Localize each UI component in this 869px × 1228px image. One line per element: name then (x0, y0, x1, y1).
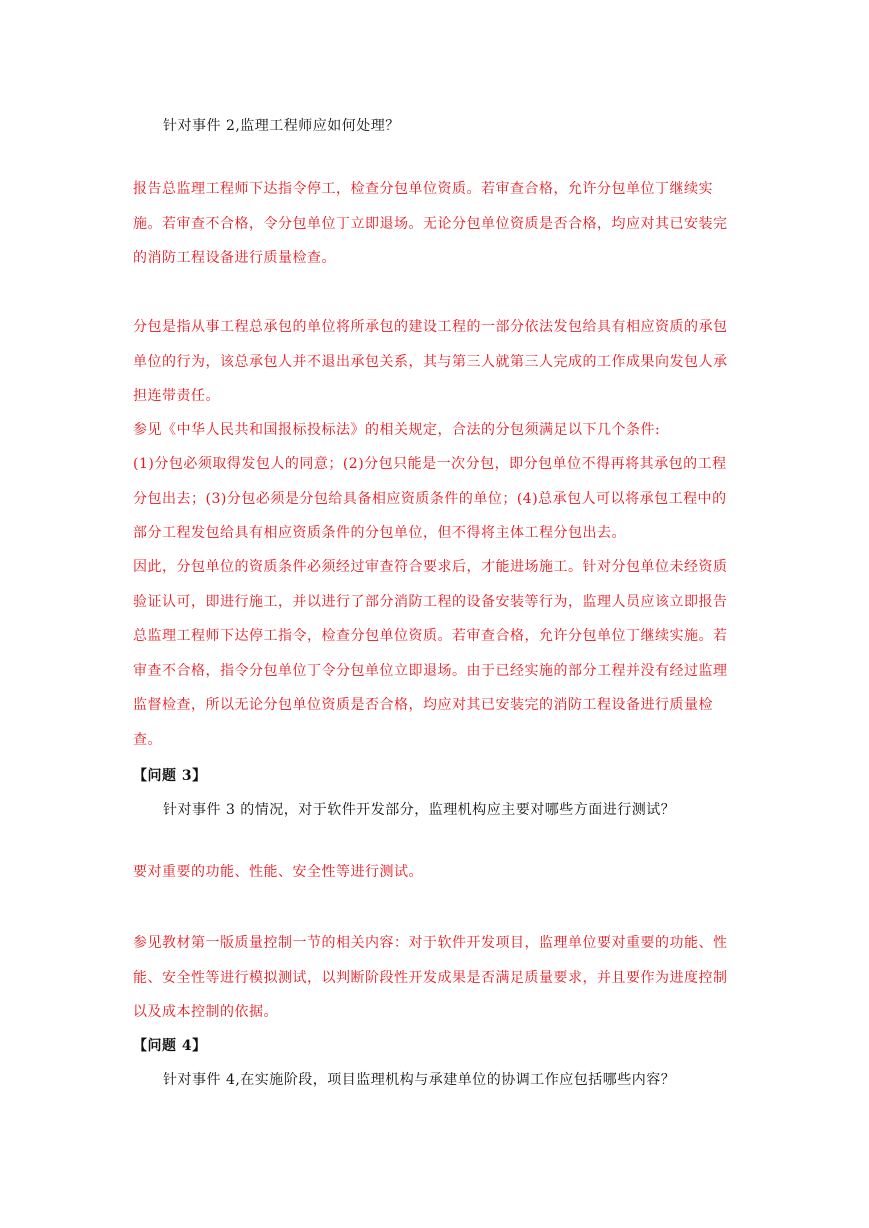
question-2-explanation-conclusion: 因此，分包单位的资质条件必须经过审查符合要求后，才能进场施工。针对分包单位未经资质验证认可，即进行施工，并以进行了部分消防工程的设备安装等行为，监理人员应该立即报告总监理工程师下达停工指令，检查分包单位资质。若审查合格，允许分包单位丁继续实施。若审查不合格，指令分包单位丁令分包单位立即退场。由于已经实施的部分工程并没有经过监理监督检查，所以无论分包单位资质是否合格，均应对其已安装完的消防工程设备进行质量检查。 (133, 559, 728, 748)
question-3-answer: 要对重要的功能、性能、安全性等进行测试。 (133, 864, 423, 880)
question-4-text: 针对事件 4,在实施阶段，项目监理机构与承建单位的协调工作应包括哪些内容？ (163, 1072, 676, 1088)
question-3-explanation: 参见教材第一版质量控制一节的相关内容：对于软件开发项目，监理单位要对重要的功能、性能、安全性等进行模拟测试，以判断阶段性开发成果是否满足质量要求，并且要作为进度控制以及成本控制的依据。 (133, 935, 728, 1020)
question-3-text: 针对事件 3 的情况，对于软件开发部分，监理机构应主要对哪些方面进行测试？ (163, 802, 676, 818)
question-2-explanation-subcontract-definition: 分包是指从事工程总承包的单位将所承包的建设工程的一部分依法发包给具有相应资质的承包单位的行为，该总承包人并不退出承包关系，其与第三人就第三人完成的工作成果向发包人承担连带责任。 (133, 319, 728, 404)
question-2-text: 针对事件 2,监理工程师应如何处理？ (163, 118, 400, 134)
question-2-explanation-law-reference: 参见《中华人民共和国报标投标法》的相关规定，合法的分包须满足以下几个条件: (133, 422, 661, 438)
question-3-heading: 【问题 3】 (133, 768, 207, 784)
question-2-explanation-conditions: (1)分包必须取得发包人的同意；(2)分包只能是一次分包，即分包单位不得再将其承包的工程分包出去；(3)分包必须是分包给具备相应资质条件的单位；(4)总承包人可以将承包工程中的部分工程发包给具有相应资质条件的分包单位，但不得将主体工程分包出去。 (133, 456, 727, 541)
question-2-answer: 报告总监理工程师下达指令停工，检查分包单位资质。若审查合格，允许分包单位丁继续实施。若审查不合格，令分包单位丁立即退场。无论分包单位资质是否合格，均应对其已安装完的消防工程设备进行质量检查。 (133, 181, 728, 266)
question-4-heading: 【问题 4】 (133, 1038, 207, 1054)
